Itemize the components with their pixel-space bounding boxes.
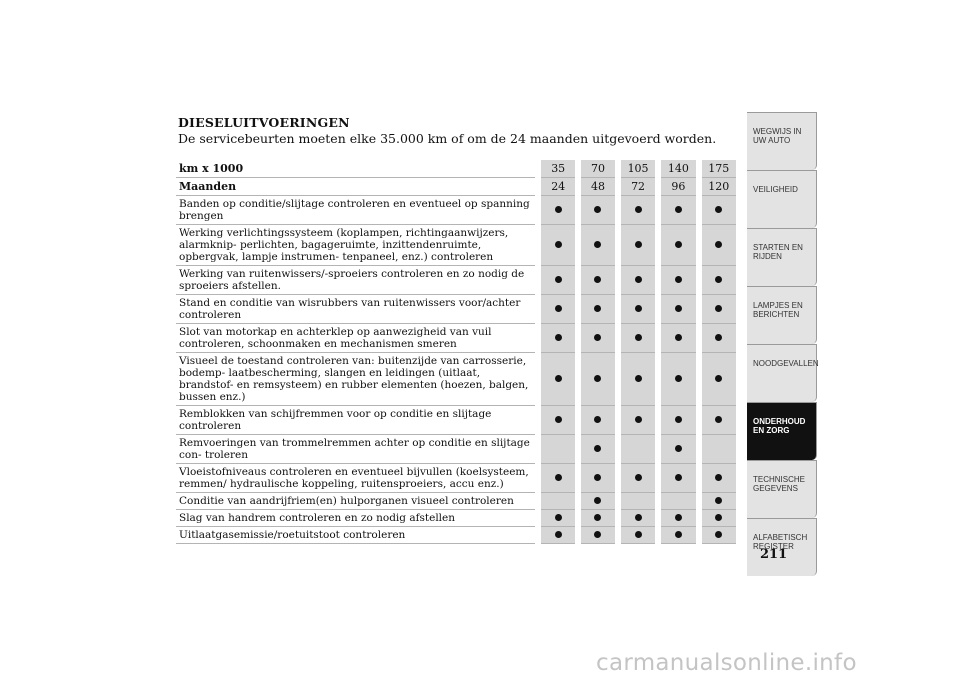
check-dot-icon [715,241,722,248]
interval-cell [578,464,618,493]
check-dot-icon [715,497,722,504]
interval-cell: 70 [578,160,618,178]
row-label: Banden op conditie/slijtage controleren en eventueel op spanning brengen [176,196,538,225]
check-dot-icon [675,241,682,248]
check-dot-icon [715,206,722,213]
interval-cell [538,406,578,435]
interval-cell [578,225,618,266]
check-dot-icon [715,531,722,538]
interval-cell [658,406,698,435]
check-dot-icon [675,375,682,382]
interval-cell: 105 [618,160,658,178]
interval-cell [618,295,658,324]
interval-cell [699,493,736,510]
table-row [176,435,736,464]
check-dot-icon [594,514,601,521]
row-label: Remblokken van schijfremmen voor op conditie en slijtage controleren [176,406,538,435]
interval-cell [618,266,658,295]
interval-cell [699,225,736,266]
check-dot-icon [594,531,601,538]
interval-cell [618,435,658,464]
table-row [176,295,736,324]
interval-cell [538,196,578,225]
interval-cell [699,527,736,544]
row-label: Slag van handrem controleren en zo nodig afstellen [176,510,538,527]
section-heading: DIESELUITVOERINGEN [178,115,350,130]
row-label: Remvoeringen van trommelremmen achter op conditie en slijtage con- troleren [176,435,538,464]
interval-cell [538,464,578,493]
interval-cell [699,295,736,324]
interval-cell [578,196,618,225]
table-row [176,196,736,225]
page-number: 211 [760,547,788,562]
check-dot-icon [675,514,682,521]
interval-cell [699,196,736,225]
check-dot-icon [555,514,562,521]
interval-cell [578,406,618,435]
check-dot-icon [675,334,682,341]
check-dot-icon [635,375,642,382]
row-label: km x 1000 [176,160,538,178]
check-dot-icon [675,305,682,312]
interval-cell [618,353,658,406]
interval-cell [578,266,618,295]
check-dot-icon [635,531,642,538]
check-dot-icon [675,206,682,213]
table-row [176,225,736,266]
row-label: Conditie van aandrijfriem(en) hulporganen visueel controleren [176,493,538,510]
interval-cell [699,353,736,406]
interval-cell [699,324,736,353]
check-dot-icon [555,375,562,382]
interval-cell [699,406,736,435]
check-dot-icon [594,497,601,504]
table-row [176,464,736,493]
check-dot-icon [594,445,601,452]
table-row [176,527,736,544]
check-dot-icon [555,276,562,283]
check-dot-icon [715,416,722,423]
check-dot-icon [594,375,601,382]
interval-cell [578,435,618,464]
row-label: Stand en conditie van wisrubbers van ruitenwissers voor/achter controleren [176,295,538,324]
check-dot-icon [555,241,562,248]
header-row-months [176,178,736,196]
interval-cell [618,324,658,353]
interval-cell [618,406,658,435]
row-label: Maanden [176,178,538,196]
row-label: Slot van motorkap en achterklep op aanwezigheid van vuil controleren, schoonmaken en mechanismen smeren [176,324,538,353]
interval-cell [699,435,736,464]
interval-cell [658,324,698,353]
check-dot-icon [675,474,682,481]
interval-cell [618,527,658,544]
check-dot-icon [715,334,722,341]
check-dot-icon [594,416,601,423]
check-dot-icon [635,206,642,213]
check-dot-icon [675,276,682,283]
interval-cell [618,493,658,510]
check-dot-icon [715,276,722,283]
interval-cell [538,435,578,464]
check-dot-icon [635,474,642,481]
check-dot-icon [635,241,642,248]
check-dot-icon [635,334,642,341]
check-dot-icon [715,514,722,521]
check-dot-icon [594,474,601,481]
interval-cell [538,493,578,510]
interval-cell [538,527,578,544]
interval-cell: 35 [538,160,578,178]
interval-cell: 24 [538,178,578,196]
interval-cell [538,353,578,406]
chapter-tab[interactable]: ONDERHOUD EN ZORG [747,402,817,460]
interval-cell [699,464,736,493]
interval-cell [658,196,698,225]
check-dot-icon [555,416,562,423]
interval-cell: 175 [699,160,736,178]
interval-cell: 96 [658,178,698,196]
check-dot-icon [555,474,562,481]
interval-cell: 120 [699,178,736,196]
interval-cell [618,464,658,493]
check-dot-icon [594,276,601,283]
interval-cell [538,324,578,353]
check-dot-icon [555,334,562,341]
table-row [176,266,736,295]
interval-cell [538,225,578,266]
table-row [176,324,736,353]
interval-cell [538,510,578,527]
interval-cell [658,464,698,493]
table-row [176,493,736,510]
interval-cell [658,527,698,544]
check-dot-icon [635,416,642,423]
interval-cell [658,266,698,295]
check-dot-icon [715,375,722,382]
row-label: Visueel de toestand controleren van: buitenzijde van carrosserie, bodemp- laatbescherming, slangen en leidingen (uitlaat, brandstof- en remsysteem) en rubber elementen (hoezen, balgen, bussen enz.) [176,353,538,406]
check-dot-icon [675,445,682,452]
check-dot-icon [635,514,642,521]
interval-cell [699,266,736,295]
interval-cell [578,510,618,527]
interval-cell [658,225,698,266]
interval-cell [618,225,658,266]
table-row [176,406,736,435]
interval-cell [618,196,658,225]
check-dot-icon [555,206,562,213]
interval-cell: 140 [658,160,698,178]
check-dot-icon [594,334,601,341]
check-dot-icon [675,531,682,538]
header-row-km [176,160,736,178]
chapter-tab[interactable]: WEGWIJS IN UW AUTO [747,112,817,170]
row-label: Vloeistofniveaus controleren en eventueel bijvullen (koelsysteem, remmen/ hydraulische koppeling, ruitensproeiers, accu enz.) [176,464,538,493]
interval-cell [538,266,578,295]
check-dot-icon [675,416,682,423]
watermark: carmanualsonline.info [596,650,857,676]
chapter-tab[interactable]: VEILIGHEID [747,170,817,228]
chapter-tab[interactable]: STARTEN EN RIJDEN [747,228,817,286]
row-label: Werking verlichtingssysteem (koplampen, richtingaanwijzers, alarmknip- perlichten, bagageruimte, inzittendenruimte, opbergvak, lampje instrumen- tenpaneel, enz.) controleren [176,225,538,266]
interval-cell [658,295,698,324]
maintenance-schedule-table [176,160,736,544]
check-dot-icon [715,474,722,481]
check-dot-icon [594,206,601,213]
table-row [176,353,736,406]
check-dot-icon [635,276,642,283]
check-dot-icon [594,305,601,312]
check-dot-icon [635,305,642,312]
row-label: Werking van ruitenwissers/-sproeiers controleren en zo nodig de sproeiers afstellen. [176,266,538,295]
check-dot-icon [594,241,601,248]
interval-cell [578,353,618,406]
interval-cell [578,527,618,544]
chapter-tab[interactable]: LAMPJES EN BERICHTEN [747,286,817,344]
check-dot-icon [555,305,562,312]
interval-cell [699,510,736,527]
section-intro: De servicebeurten moeten elke 35.000 km of om de 24 maanden uitgevoerd worden. [178,131,717,146]
interval-cell [578,295,618,324]
interval-cell: 48 [578,178,618,196]
chapter-tab[interactable]: TECHNISCHE GEGEVENS [747,460,817,518]
row-label: Uitlaatgasemissie/roetuitstoot controleren [176,527,538,544]
interval-cell [658,353,698,406]
interval-cell [658,510,698,527]
chapter-tab[interactable]: NOODGEVALLEN [747,344,817,402]
table-row [176,510,736,527]
interval-cell [618,510,658,527]
interval-cell [578,493,618,510]
interval-cell [538,295,578,324]
interval-cell: 72 [618,178,658,196]
chapter-tabs [747,112,817,576]
check-dot-icon [555,531,562,538]
check-dot-icon [715,305,722,312]
chapter-tab[interactable]: ALFABETISCH REGISTER [747,518,817,576]
interval-cell [658,493,698,510]
interval-cell [658,435,698,464]
interval-cell [578,324,618,353]
